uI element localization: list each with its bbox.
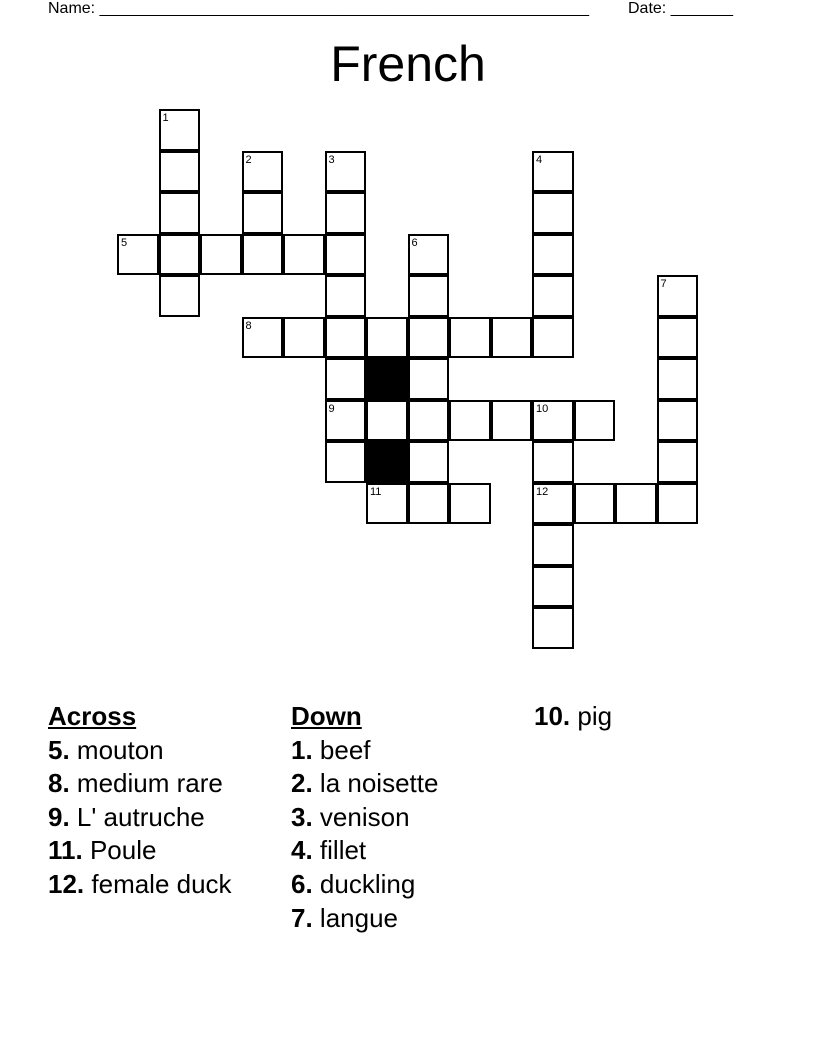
clue-number: 10 — [536, 402, 549, 415]
down-heading: Down — [291, 701, 362, 731]
crossword-cell[interactable] — [532, 234, 574, 276]
clue-text: duckling — [312, 868, 416, 899]
page-title: French — [330, 36, 486, 92]
crossword-cell[interactable] — [242, 151, 284, 193]
clue-number: 8 — [245, 319, 252, 332]
crossword-cell[interactable] — [491, 400, 533, 442]
crossword-cell[interactable] — [449, 317, 491, 359]
crossword-cell[interactable] — [408, 317, 450, 359]
crossword-cell[interactable] — [408, 234, 450, 276]
clue-num: 5. — [48, 734, 70, 765]
crossword-cell[interactable] — [657, 317, 699, 359]
crossword-cell[interactable] — [325, 358, 367, 400]
clue-text: female duck — [84, 868, 232, 899]
clue-number: 11 — [370, 485, 382, 498]
crossword-cell[interactable] — [283, 234, 325, 276]
clue-number: 3 — [328, 153, 335, 166]
crossword-cell[interactable] — [159, 275, 201, 317]
clue-text: fillet — [312, 835, 367, 866]
crossword-cell[interactable] — [491, 317, 533, 359]
down-clue — [291, 767, 438, 801]
clue-num: 6. — [291, 868, 313, 899]
across-clues — [48, 700, 232, 902]
crossword-cell[interactable] — [325, 192, 367, 234]
crossword-cell[interactable] — [200, 234, 242, 276]
crossword-cell[interactable] — [408, 483, 450, 525]
crossword-cell[interactable] — [449, 483, 491, 525]
crossword-cell[interactable] — [325, 234, 367, 276]
crossword-cell[interactable] — [408, 400, 450, 442]
clue-num: 1. — [291, 734, 313, 765]
across-clue — [48, 734, 232, 768]
crossword-cell[interactable] — [532, 275, 574, 317]
clue-num: 11. — [48, 835, 83, 866]
down-clue — [534, 700, 612, 734]
clue-number: 5 — [121, 236, 128, 249]
date-line: Date: _______ — [628, 0, 733, 17]
crossword-cell[interactable] — [657, 441, 699, 483]
crossword-cell[interactable] — [325, 151, 367, 193]
across-clue — [48, 801, 232, 835]
clue-text: langue — [312, 902, 398, 933]
crossword-cell[interactable] — [242, 234, 284, 276]
crossword-cell[interactable] — [574, 400, 616, 442]
crossword-block — [366, 358, 408, 400]
clue-num: 10. — [534, 701, 571, 731]
crossword-cell[interactable] — [532, 483, 574, 525]
clue-num: 2. — [291, 768, 313, 799]
crossword-cell[interactable] — [532, 400, 574, 442]
across-clue — [48, 767, 232, 801]
crossword-cell[interactable] — [532, 151, 574, 193]
across-clue — [48, 834, 232, 868]
crossword-cell[interactable] — [159, 234, 201, 276]
crossword-cell[interactable] — [325, 441, 367, 483]
clue-number: 4 — [536, 153, 543, 166]
crossword-cell[interactable] — [408, 358, 450, 400]
crossword-cell[interactable] — [532, 566, 574, 608]
clue-text: mouton — [69, 734, 164, 765]
down-clue — [291, 868, 438, 902]
across-clue — [48, 868, 232, 902]
crossword-cell[interactable] — [657, 275, 699, 317]
down-clue — [291, 902, 438, 936]
clue-number: 7 — [660, 278, 667, 290]
clue-number: 2 — [245, 153, 252, 166]
down-clues — [291, 700, 438, 935]
crossword-cell[interactable] — [366, 400, 408, 442]
clue-num: 7. — [291, 902, 313, 933]
crossword-cell[interactable] — [532, 441, 574, 483]
clue-text: beef — [312, 734, 371, 765]
clue-num: 12. — [48, 868, 85, 899]
clue-number: 6 — [411, 236, 418, 249]
down-clue — [291, 734, 438, 768]
clue-num: 4. — [291, 835, 313, 866]
crossword-cell[interactable] — [532, 524, 574, 566]
crossword-cell[interactable] — [325, 400, 367, 442]
clue-text: la noisette — [312, 768, 439, 799]
crossword-cell[interactable] — [159, 151, 201, 193]
crossword-block — [366, 441, 408, 483]
crossword-cell[interactable] — [657, 400, 699, 442]
crossword-cell[interactable] — [325, 317, 367, 359]
crossword-cell[interactable] — [366, 483, 408, 525]
crossword-cell[interactable] — [532, 192, 574, 234]
down-clues-overflow — [534, 700, 612, 734]
crossword-cell[interactable] — [366, 317, 408, 359]
clue-text: venison — [312, 801, 410, 832]
clue-text: Poule — [82, 835, 157, 866]
crossword-cell[interactable] — [532, 317, 574, 359]
across-heading: Across — [48, 701, 137, 731]
clue-num: 3. — [291, 801, 313, 832]
down-clue — [291, 834, 438, 868]
crossword-cell[interactable] — [325, 275, 367, 317]
crossword-cell[interactable] — [657, 358, 699, 400]
crossword-cell[interactable] — [574, 483, 616, 525]
crossword-cell[interactable] — [242, 317, 284, 359]
crossword-cell[interactable] — [408, 275, 450, 317]
down-clue — [291, 801, 438, 835]
clue-text: medium rare — [69, 768, 223, 799]
clue-number: 1 — [162, 112, 169, 124]
crossword-cell[interactable] — [449, 400, 491, 442]
crossword-cell[interactable] — [532, 607, 574, 649]
clue-text: pig — [570, 701, 613, 731]
header — [48, 0, 748, 20]
clue-num: 8. — [48, 768, 70, 799]
clue-num: 9. — [48, 801, 70, 832]
crossword-cell[interactable] — [159, 192, 201, 234]
name-line: Name: _______________________________________________________ — [48, 0, 589, 17]
crossword-cell[interactable] — [283, 317, 325, 359]
clue-text: L' autruche — [69, 801, 205, 832]
clue-number: 12 — [536, 485, 549, 498]
crossword-cell[interactable] — [615, 483, 657, 525]
crossword-cell[interactable] — [408, 441, 450, 483]
crossword-cell[interactable] — [159, 109, 201, 151]
crossword-cell[interactable] — [242, 192, 284, 234]
crossword-cell[interactable] — [117, 234, 159, 276]
crossword-cell[interactable] — [657, 483, 699, 525]
clue-number: 9 — [328, 402, 335, 415]
